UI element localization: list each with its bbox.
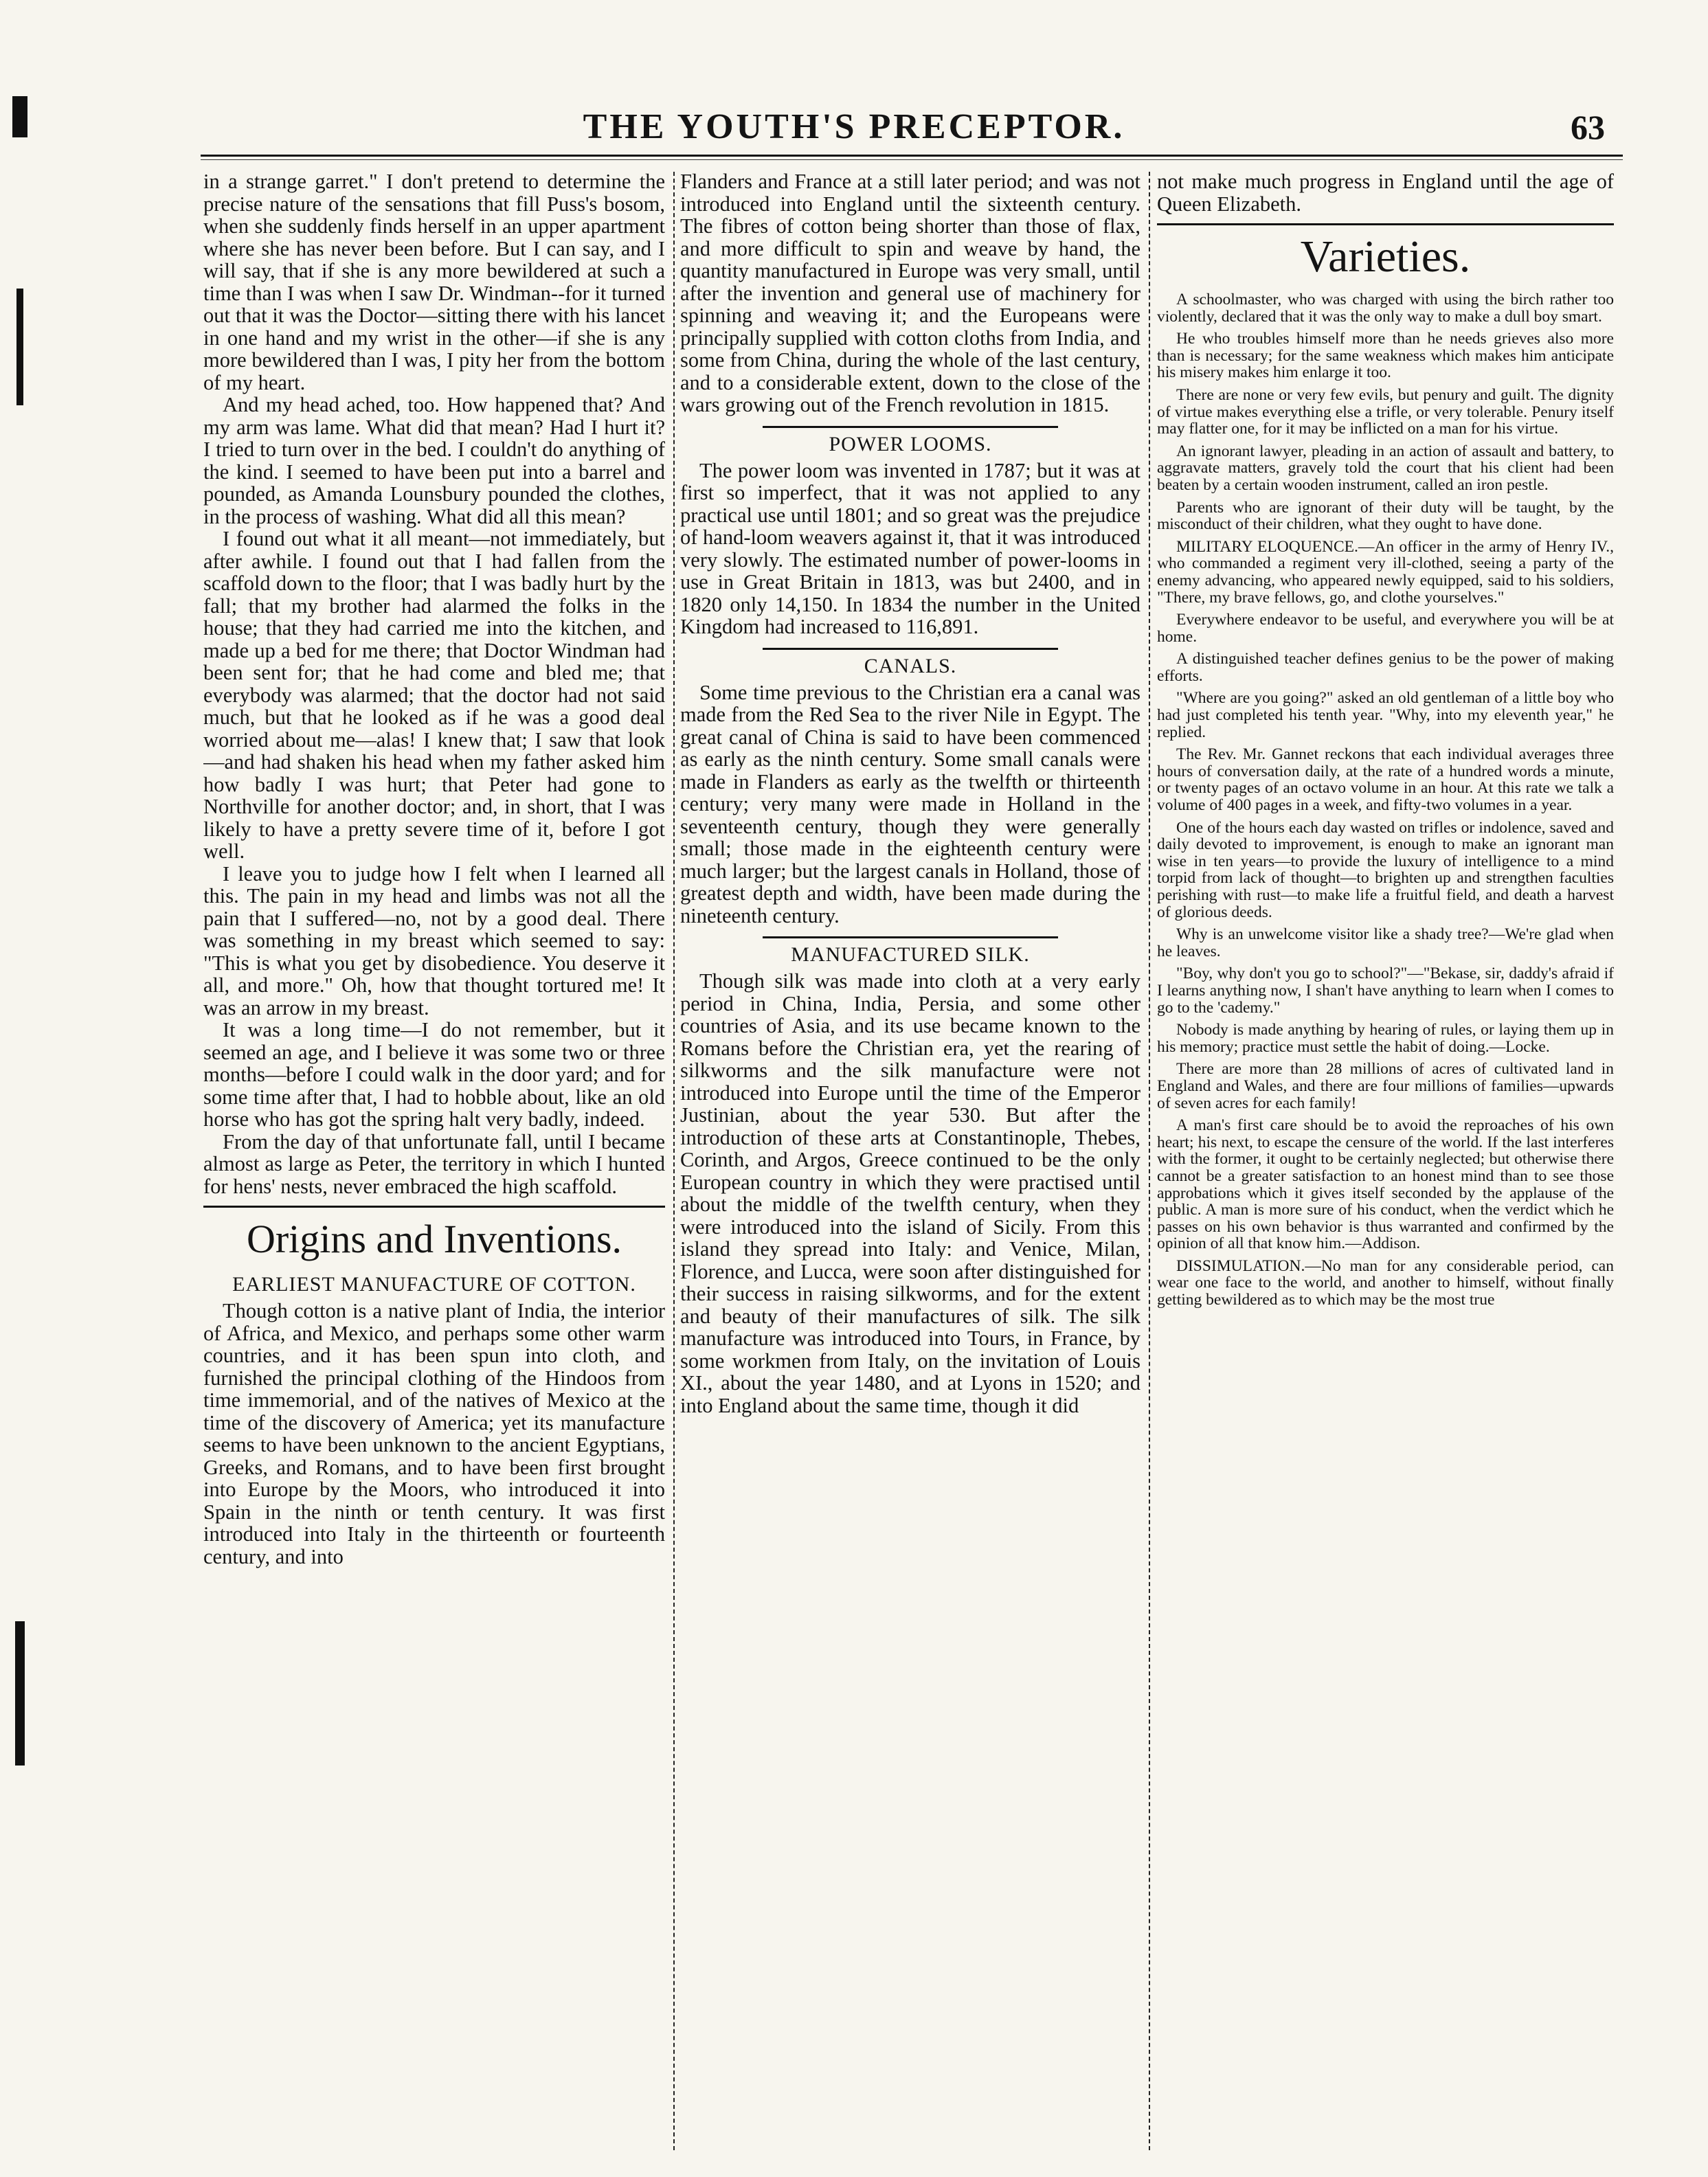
variety-item: Nobody is made anything by hearing of rules, or laying them up in his memory; practice must settle the habit of doing.—Locke. xyxy=(1157,1021,1614,1056)
running-title: THE YOUTH'S PRECEPTOR. xyxy=(583,107,1125,146)
section-heading-origins: Origins and Inventions. xyxy=(246,1217,622,1261)
article-rule xyxy=(763,426,1058,428)
section-rule xyxy=(1157,223,1614,225)
paragraph: Some time previous to the Christian era a canal was made from the Red Sea to the river Nile in Egypt. The great canal of China is said to have been commenced as early as the ninth century. Some small canals were made in Flanders as early as the twelfth or thirteenth century; very many were made in Holland in the seventeenth century, though they were generally small; those made in the eighteenth century were much larger; but the largest canals in Holland, those of greatest depth and width, have been made during the nineteenth century. xyxy=(680,680,1140,927)
paragraph: I found out what it all meant—not immediately, but after awhile. I found out that I had fallen from the scaffold down to the floor; that I was badly hurt by the fall; that my brother had alarmed the folks in the house; that they had carried me into the kitchen, and made up a bed for me there; that Doctor Windman had been sent for; that he had come and bled me; that everybody was alarmed; that the doctor had not said much, but that he looked as if he was a good deal worried about me—alas! I knew that; I saw that look—and had shaken his head when my father asked him how badly I was hurt; that Peter had gone to Northville for another doctor; and, in short, that I was likely to have a pretty severe time of it, before I got well. xyxy=(203,527,665,863)
paragraph: From the day of that unfortunate fall, until I became almost as large as Peter, the territory in which I hunted for hens' nests, never embraced the high scaffold. xyxy=(203,1129,665,1198)
article-heading-canals: CANALS. xyxy=(864,654,957,677)
article-heading-silk: MANUFACTURED SILK. xyxy=(791,943,1030,966)
variety-item: MILITARY ELOQUENCE.—An officer in the army of Henry IV., who commanded a regiment very ill-clothed, seeing a party of the enemy advancing, who appeared newly equipped, said to his soldiers, "There, my brave fellows, go, and clothe yourselves." xyxy=(1157,537,1614,607)
column-2 xyxy=(680,170,1140,2142)
page-header xyxy=(0,103,1708,151)
variety-item: There are more than 28 millions of acres of cultivated land in England and Wales, and there are four millions of families—upwards of seven acres for each family! xyxy=(1157,1060,1614,1112)
variety-item: Why is an unwelcome visitor like a shady tree?—We're glad when he leaves. xyxy=(1157,925,1614,960)
section-rule xyxy=(203,1206,665,1208)
article-heading-power-looms: POWER LOOMS. xyxy=(829,432,992,455)
header-rule xyxy=(201,155,1623,157)
margin-binding-mark xyxy=(12,96,27,137)
paragraph: It was a long time—I do not remember, but it seemed an age, and I believe it was some two or three months—before I could walk in the door yard; and for some time after that, I had to hobble about, like an old horse who has got the spring halt very badly, indeed. xyxy=(203,1018,665,1131)
variety-item: He who troubles himself more than he needs grieves also more than is necessary; for the same weakness which makes him anticipate his misery makes him enlarge it too. xyxy=(1157,330,1614,382)
article-heading-cotton: EARLIEST MANUFACTURE OF COTTON. xyxy=(232,1273,636,1296)
variety-item: DISSIMULATION.—No man for any considerable period, can wear one face to the world, and another to himself, without finally getting bewildered as to which may be the most true xyxy=(1157,1256,1614,1309)
variety-item: Parents who are ignorant of their duty will be taught, by the misconduct of their children, what they ought to have done. xyxy=(1157,498,1614,534)
variety-item: The Rev. Mr. Gannet reckons that each individual averages three hours of conversation daily, at the rate of a hundred words a minute, or twenty pages of an octavo volume in an hour. At this rate we talk a volume of 400 pages in a week, and fifty-two volumes in a year. xyxy=(1157,745,1614,815)
paragraph: I leave you to judge how I felt when I learned all this. The pain in my head and limbs was not all the pain that I suffered—no, not by a good deal. There was something in my breast which seemed to say: "This is what you get by disobedience. You deserve it all, and more." Oh, how that thought tortured me! It was an arrow in my breast. xyxy=(203,861,665,1019)
paragraph: Flanders and France at a still later period; and was not introduced into England until the sixteenth century. The fibres of cotton being shorter than those of flax, and more difficult to spin and weave by hand, the quantity manufactured in Europe was very small, until after the invention and general use of machinery for spinning and weaving it; and the Europeans were principally supplied with cotton cloths from India, and some from China, during the whole of the last century, and to a considerable extent, down to the close of the wars growing out of the French revolution in 1815. xyxy=(680,170,1140,416)
section-heading-varieties: Varieties. xyxy=(1300,232,1471,282)
variety-item: "Where are you going?" asked an old gentleman of a little boy who had just completed his tenth year. "Why, into my eleventh year," he replied. xyxy=(1157,689,1614,741)
variety-item: Everywhere endeavor to be useful, and everywhere you will be at home. xyxy=(1157,611,1614,646)
variety-item: There are none or very few evils, but penury and guilt. The dignity of virtue makes everything else a trifle, or very tolerable. Penury itself may flatter one, for it may be inflicted on a man for his virtue. xyxy=(1157,385,1614,438)
variety-item: A schoolmaster, who was charged with using the birch rather too violently, declared that it was the only way to make a dull boy smart. xyxy=(1157,291,1614,326)
paragraph: And my head ached, too. How happened that? And my arm was lame. What did that mean? Had I hurt it? I tried to turn over in the bed. I couldn't do anything of the kind. I seemed to have been put into a barrel and pounded, as Amanda Lounsbury pounded the clothes, in the process of washing. What did all this mean? xyxy=(203,393,665,528)
paragraph: in a strange garret." I don't pretend to determine the precise nature of the sensations that fill Puss's bosom, when she suddenly finds herself in an upper apartment where she has never been before. But I can say, and I will say, that if she is any more bewildered at such a time than I was when I saw Dr. Windman--for it turned out that it was the Doctor—sitting there with his lancet in one hand and my wrist in the other—if she is any more bewildered than I was, I pity her from the bottom of my heart. xyxy=(203,170,665,394)
margin-binding-mark xyxy=(16,289,23,405)
column-divider-2 xyxy=(1149,172,1150,2150)
variety-item: A distinguished teacher defines genius to be the power of making efforts. xyxy=(1157,650,1614,685)
page-number: 63 xyxy=(1571,108,1605,146)
header-rule-thin xyxy=(201,159,1623,160)
column-3 xyxy=(1157,170,1614,2142)
column-1 xyxy=(203,170,665,2142)
variety-item: "Boy, why don't you go to school?"—"Bekase, sir, daddy's afraid if I learns anything now, I shan't have anything to learn when I comes to go to the 'cademy." xyxy=(1157,965,1614,1017)
paragraph: Though cotton is a native plant of India, the interior of Africa, and Mexico, and perhaps some other warm countries, and it has been spun into cloth, and furnished the principal clothing of the Hindoos from time immemorial, and of the natives of Mexico at the time of the discovery of America; yet its manufacture seems to have been unknown to the ancient Egyptians, Greeks, and Romans, and to have been first brought into Europe by the Moors, who introduced it into Spain in the ninth or tenth century. It was first introduced into Italy in the thirteenth or fourteenth century, and into xyxy=(203,1299,665,1568)
paragraph: Though silk was made into cloth at a very early period in China, India, Persia, and some other countries of Asia, and its use became known to the Romans before the Christian era, yet the rearing of silkworms and the silk manufacture were not introduced into Europe until the time of the Emperor Justinian, about the year 530. But after the introduction of these arts at Constantinople, Thebes, Corinth, and Argos, Greece continued to be the only European country in which they were practised until about the middle of the twelfth century, when they were introduced into the island of Sicily. From this island they spread into Italy: and Venice, Milan, Florence, and Lucca, were soon after distinguished for their success in raising silkworms, and for the extent and beauty of their manufactures of silk. The silk manufacture was introduced into Tours, in France, by some workmen from Italy, on the invitation of Louis XI., about the year 1480, and at Lyons in 1520; and into England about the same time, though it did xyxy=(680,969,1140,1417)
article-rule xyxy=(763,936,1058,938)
paragraph: The power loom was invented in 1787; but it was at first so imperfect, that it was not applied to any practical use until 1801; and so great was the prejudice of hand-loom weavers against it, that it was introduced very slowly. The estimated number of power-looms in use in Great Britain in 1813, was but 2400, and in 1820 only 14,150. In 1834 the number in the United Kingdom had increased to 116,891. xyxy=(680,458,1140,638)
article-rule xyxy=(763,648,1058,650)
variety-item: An ignorant lawyer, pleading in an action of assault and battery, to aggravate matters, gravely told the court that his client had been beaten by a certain wooden instrument, called an iron pestle. xyxy=(1157,442,1614,494)
paragraph: not make much progress in England until the age of Queen Elizabeth. xyxy=(1157,170,1614,216)
margin-binding-mark xyxy=(15,1621,25,1766)
column-divider-1 xyxy=(673,172,675,2150)
variety-item: A man's first care should be to avoid the reproaches of his own heart; his next, to escape the censure of the world. If the last interferes with the former, it ought to be certainly neglected; but otherwise there cannot be a greater satisfaction to an honest mind than to see those approbations which it gives itself seconded by the applause of the public. A man is more sure of his conduct, when the verdict which he passes on his own behavior is thus warranted and confirmed by the opinion of all that know him.—Addison. xyxy=(1157,1116,1614,1253)
variety-item: One of the hours each day wasted on trifles or indolence, saved and daily devoted to improvement, is enough to make an ignorant man wise in ten years—to provide the luxury of intelligence to a mind torpid from lack of thought—to brighten up and strengthen faculties perishing with rust—to make life a fruitful field, and death a harvest of glorious deeds. xyxy=(1157,818,1614,921)
